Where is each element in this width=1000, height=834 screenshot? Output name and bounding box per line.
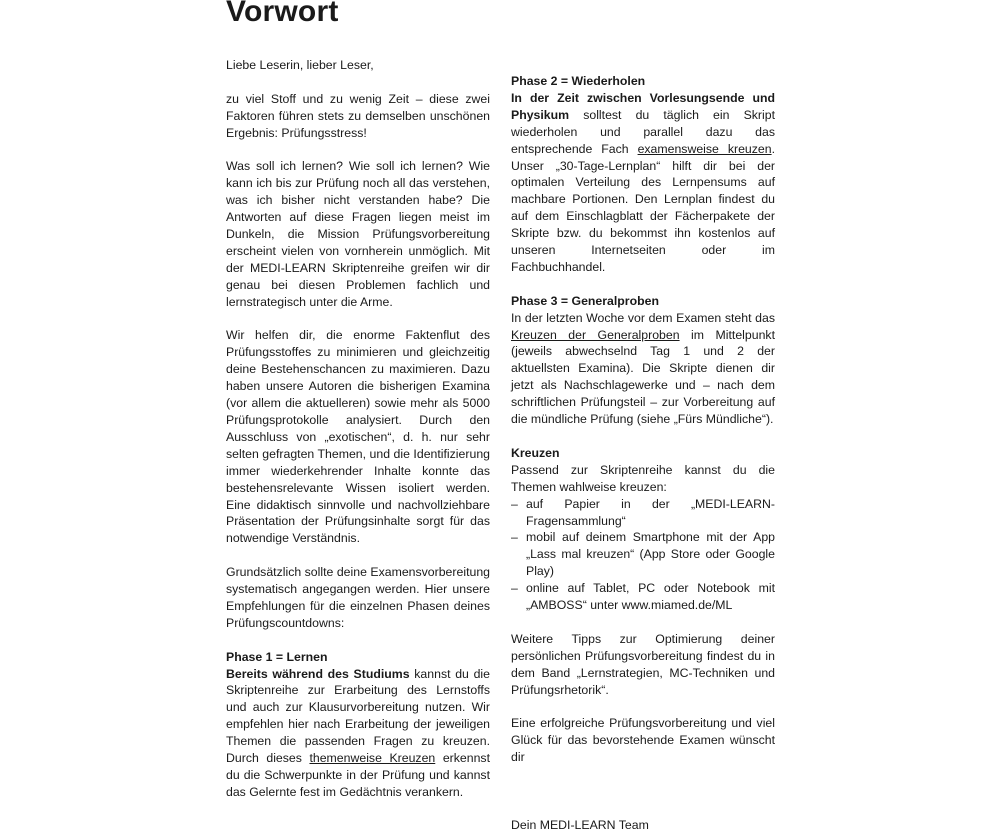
intro-paragraph: zu viel Stoff und zu wenig Zeit – diese zwei Faktoren führen stets zu demselben unschönen Ergebnis: Prüfungsstress! <box>226 91 490 140</box>
phase2-underlined-term: examensweise kreuzen <box>637 141 772 156</box>
questions-paragraph: Was soll ich lernen? Wie soll ich lernen? Wie kann ich bis zur Prüfung noch all das verstehen, was ich bisher nicht verstanden habe? Die Antworten auf diese Fragen liegen meist im Dunkeln, die Mission Prüfungsvorbereitung erscheint vielen von vornherein unmöglich. Mit der MEDI-LEARN Skriptenreihe greifen wir dir genau bei diesen Problemen fachlich und lernstrategisch unter die Arme. <box>226 159 490 309</box>
phase3-underlined-term: Kreuzen der Generalproben <box>511 327 680 342</box>
phase2-bold-intro: In der Zeit zwischen Vorlesungsende und Physikum <box>511 90 775 122</box>
closing-paragraph: Eine erfolgreiche Prüfungsvorbereitung und viel Glück für das bevorstehende Examen wünscht dir <box>511 716 775 765</box>
phase1-heading: Phase 1 = Lernen <box>226 649 328 664</box>
list-item-text: online auf Tablet, PC oder Notebook mit „AMBOSS“ unter www.miamed.de/ML <box>526 581 775 613</box>
signature: Dein MEDI-LEARN Team <box>511 817 649 832</box>
kreuzen-heading: Kreuzen <box>511 445 560 460</box>
phase2-section <box>511 73 775 276</box>
right-column <box>511 73 775 834</box>
kreuzen-intro: Passend zur Skriptenreihe kannst du die Themen wahlweise kreuzen: <box>511 462 775 494</box>
phase3-section <box>511 293 775 428</box>
kreuzen-section <box>511 445 775 496</box>
list-item <box>511 496 775 530</box>
phase1-section <box>226 649 490 801</box>
list-item-text: mobil auf deinem Smartphone mit der App „Lass mal kreuzen“ (App Store oder Google Play) <box>526 530 775 579</box>
list-item-text: auf Papier in der „MEDI-LEARN-Fragensammlung“ <box>526 496 775 528</box>
dash-bullet: – <box>511 496 518 511</box>
phase3-text-2: im Mittelpunkt (jeweils abwechselnd Tag 1 und 2 der aktuellsten Examina). Die Skripte dienen dir jetzt als Nachschlagewerke und – nach dem schriftlichen Prüfungsteil – zur Vorbereitung auf die mündliche Prüfung (siehe „Fürs Mündliche“). <box>511 327 775 427</box>
phase3-text-1: In der letzten Woche vor dem Examen steht das <box>511 310 775 325</box>
phase2-text-1: solltest du täglich ein Skript wiederholen und parallel dazu das entsprechende Fach <box>511 107 775 156</box>
page-title: Vorwort <box>226 0 339 28</box>
left-column <box>226 57 490 801</box>
dash-bullet: – <box>511 530 518 545</box>
phase3-heading: Phase 3 = Generalproben <box>511 293 659 308</box>
kreuzen-list <box>511 496 775 614</box>
phase1-bold-intro: Bereits während des Studiums <box>226 666 410 681</box>
list-item <box>511 580 775 614</box>
phase2-heading: Phase 2 = Wiederholen <box>511 74 646 88</box>
recommendation-paragraph: Grundsätzlich sollte deine Examensvorbereitung systematisch angegangen werden. Hier unsere Empfehlungen für die einzelnen Phasen deines Prüfungscountdowns: <box>226 565 490 630</box>
list-item <box>511 529 775 580</box>
phase1-underlined-term: themenweise Kreuzen <box>309 751 436 766</box>
phase2-text-2: . Unser „30-Tage-Lernplan“ hilft dir bei der optimalen Verteilung des Lernpensums auf machbare Portionen. Den Lernplan findest du auf dem Einschlagblatt der Fächerpakete der Skripte bzw. du bekommst ihn kostenlos auf unseren Internetseiten oder im Fachbuchhandel. <box>511 141 775 274</box>
dash-bullet: – <box>511 581 518 596</box>
tips-paragraph: Weitere Tipps zur Optimierung deiner persönlichen Prüfungsvorbereitung findest du in dem Band „Lernstrategien, MC-Techniken und Prüfungsrhetorik“. <box>511 631 775 697</box>
greeting: Liebe Leserin, lieber Leser, <box>226 58 374 72</box>
approach-paragraph: Wir helfen dir, die enorme Faktenflut des Prüfungsstoffes zu minimieren und gleichzeitig deine Bestehenschancen zu maximieren. Dazu haben unsere Autoren die bisherigen Examina (vor allem die aktuelleren) sowie mehr als 5000 Prüfungsprotokolle analysiert. Durch den Ausschluss von „exotischen“, d. h. nur sehr selten gefragten Themen, und die Identifizierung immer wiederkehrender Inhalte konnte das bestehensrelevante Wissen isoliert werden. Eine didaktisch sinnvolle und nachvollziehbare Präsentation der Prüfungsinhalte sorgt für das notwendige Verständnis. <box>226 328 490 546</box>
phase1-text-1: kannst du die Skriptenreihe zur Erarbeitung des Lernstoffs und auch zur Klausurvorbereitung nutzen. Wir empfehlen hier nach Erarbeitung der jeweiligen Themen die passenden Fragen zu kreuzen. Durch dieses <box>226 666 490 766</box>
phase1-text-2: erkennst du die Schwerpunkte in der Prüfung und kannst das Gelernte fest im Gedächtnis verankern. <box>226 751 490 799</box>
